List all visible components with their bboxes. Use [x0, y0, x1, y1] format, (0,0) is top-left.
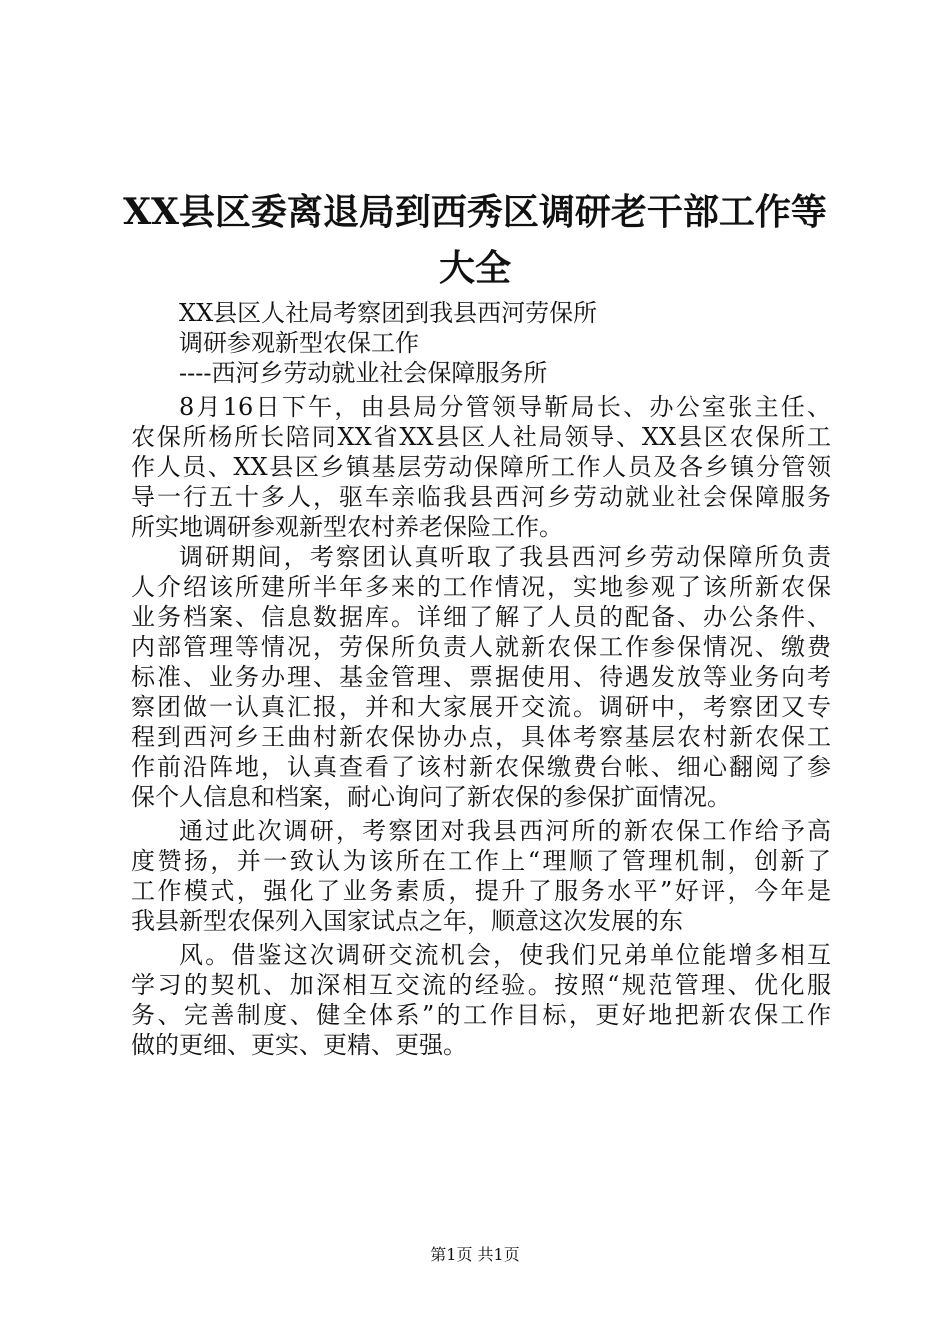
paragraph-line: 业务档案、信息数据库。详细了解了人员的配备、办公条件、 [131, 603, 831, 631]
paragraph-line: 察团做一认真汇报，并和大家展开交流。调研中，考察团又专 [131, 693, 831, 721]
paragraph-line: 风。借鉴这次调研交流机会，使我们兄弟单位能增多相互 [179, 941, 831, 969]
paragraph-line: 工作模式，强化了业务素质，提升了服务水平”好评，今年是 [131, 877, 831, 905]
paragraph-line: 程到西河乡王曲村新农保协办点，具体考察基层农村新农保工 [131, 723, 831, 751]
paragraph-line: 内部管理等情况，劳保所负责人就新农保工作参保情况、缴费 [131, 633, 831, 661]
paragraph-line: 作人员、XX县区乡镇基层劳动保障所工作人员及各乡镇分管领 [131, 453, 831, 481]
header-line: XX县区人社局考察团到我县西河劳保所 [179, 299, 598, 327]
paragraph-line: 保个人信息和档案，耐心询问了新农保的参保扩面情况。 [131, 783, 731, 811]
paragraph-line: 务、完善制度、健全体系”的工作目标，更好地把新农保工作 [131, 1001, 831, 1029]
paragraph-line: 我县新型农保列入国家试点之年，顺意这次发展的东 [131, 907, 683, 935]
document-title-line-1: XX县区委离退局到西秀区调研老干部工作等 [123, 191, 827, 233]
header-line: ----西河乡劳动就业社会保障服务所 [179, 359, 548, 387]
paragraph-line: 调研期间，考察团认真听取了我县西河乡劳动保障所负责 [179, 543, 831, 571]
paragraph-line: 学习的契机、加深相互交流的经验。按照“规范管理、优化服 [131, 971, 831, 999]
paragraph-line: 农保所杨所长陪同XX省XX县区人社局领导、XX县区农保所工 [131, 423, 831, 451]
paragraph-line: 标准、业务办理、基金管理、票据使用、待遇发放等业务向考 [131, 663, 831, 691]
header-line: 调研参观新型农保工作 [179, 329, 419, 357]
page-footer: 第1页 共1页 [430, 1245, 520, 1264]
paragraph-line: 所实地调研参观新型农村养老保险工作。 [131, 513, 563, 541]
paragraph-line: 做的更细、更实、更精、更强。 [131, 1031, 467, 1059]
paragraph-line: 导一行五十多人，驱车亲临我县西河乡劳动就业社会保障服务 [131, 483, 831, 511]
paragraph-line: 作前沿阵地，认真查看了该村新农保缴费台帐、细心翻阅了参 [131, 753, 831, 781]
paragraph-line: 人介绍该所建所半年多来的工作情况，实地参观了该所新农保 [131, 573, 831, 601]
document-title-line-2: 大全 [438, 247, 511, 289]
paragraph-line: 8月16日下午，由县局分管领导靳局长、办公室张主任、 [179, 393, 831, 421]
paragraph-line: 度赞扬，并一致认为该所在工作上“理顺了管理机制，创新了 [131, 847, 831, 875]
paragraph-line: 通过此次调研，考察团对我县西河所的新农保工作给予高 [179, 817, 831, 845]
